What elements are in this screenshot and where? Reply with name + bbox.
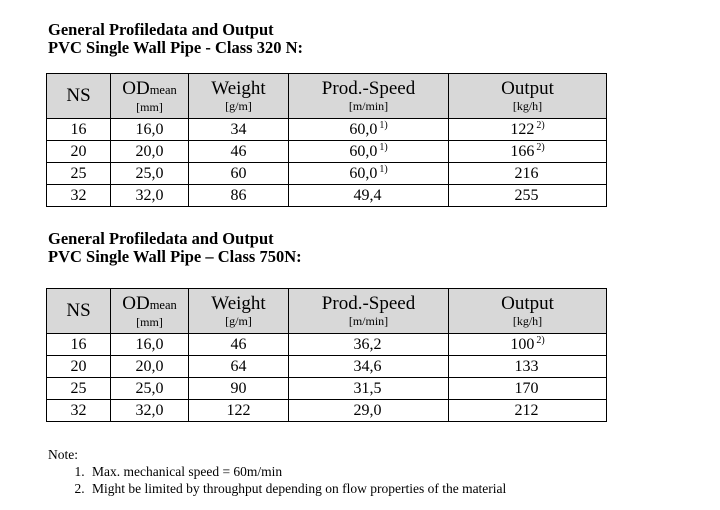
cell-od: 20,0 xyxy=(111,141,189,163)
cell-output xyxy=(449,141,607,163)
cell-od: 16,0 xyxy=(111,119,189,141)
od-label: OD xyxy=(122,292,150,314)
cell-od: 20,0 xyxy=(111,356,189,378)
od-unit: [mm] xyxy=(136,99,163,114)
footnote-ref: 2) xyxy=(536,120,545,131)
cell-speed xyxy=(289,400,449,422)
table-row xyxy=(47,356,607,378)
cell-ns: 25 xyxy=(47,163,111,185)
col-header-speed xyxy=(289,289,449,334)
col-header-output xyxy=(449,74,607,119)
note-list xyxy=(48,463,506,497)
output-label: Output xyxy=(501,293,554,314)
cell-speed xyxy=(289,119,449,141)
cell-weight: 64 xyxy=(189,356,289,378)
weight-label: Weight xyxy=(211,293,266,314)
cell-weight: 46 xyxy=(189,334,289,356)
cell-od: 25,0 xyxy=(111,378,189,400)
cell-output xyxy=(449,378,607,400)
cell-ns: 32 xyxy=(47,400,111,422)
output-value: 216 xyxy=(514,165,539,182)
cell-od: 16,0 xyxy=(111,334,189,356)
speed-value: 36,2 xyxy=(353,336,382,353)
weight-label: Weight xyxy=(211,78,266,99)
table-row xyxy=(47,185,607,207)
cell-ns: 32 xyxy=(47,185,111,207)
weight-unit: [g/m] xyxy=(225,314,252,328)
output-value: 122 xyxy=(510,121,535,138)
table1-heading xyxy=(48,21,303,57)
col-header-output xyxy=(449,289,607,334)
speed-value: 60,0 xyxy=(349,165,378,182)
note-item: 2. Might be limited by throughput depending on flow properties of the material xyxy=(88,480,506,497)
table1-title: General Profiledata and Output xyxy=(48,20,274,39)
cell-output xyxy=(449,119,607,141)
cell-ns: 20 xyxy=(47,141,111,163)
col-header-speed xyxy=(289,74,449,119)
cell-weight: 122 xyxy=(189,400,289,422)
output-value: 166 xyxy=(510,143,535,160)
col-header-ns: NS xyxy=(47,289,111,334)
table-row xyxy=(47,334,607,356)
cell-output xyxy=(449,356,607,378)
cell-speed xyxy=(289,163,449,185)
cell-speed xyxy=(289,141,449,163)
cell-output xyxy=(449,400,607,422)
col-header-od xyxy=(111,289,189,334)
col-header-weight xyxy=(189,74,289,119)
speed-value: 29,0 xyxy=(353,402,382,419)
cell-output xyxy=(449,334,607,356)
col-header-weight xyxy=(189,289,289,334)
footnote-ref: 2) xyxy=(536,335,545,346)
table1 xyxy=(46,73,607,207)
speed-value: 34,6 xyxy=(353,358,382,375)
table2-subtitle: PVC Single Wall Pipe – Class 750N: xyxy=(48,247,302,266)
od-sub-label: mean xyxy=(149,82,177,97)
cell-output xyxy=(449,163,607,185)
table-row xyxy=(47,400,607,422)
table2-title: General Profiledata and Output xyxy=(48,229,274,248)
cell-ns: 16 xyxy=(47,119,111,141)
cell-speed xyxy=(289,356,449,378)
speed-unit: [m/min] xyxy=(348,314,389,328)
cell-speed xyxy=(289,334,449,356)
table1-header-row xyxy=(47,74,607,119)
table2-heading xyxy=(48,230,302,266)
cell-speed xyxy=(289,378,449,400)
cell-weight: 90 xyxy=(189,378,289,400)
cell-weight: 60 xyxy=(189,163,289,185)
notes-section xyxy=(48,446,506,497)
od-label: OD xyxy=(122,77,150,99)
speed-value: 60,0 xyxy=(349,121,378,138)
cell-weight: 86 xyxy=(189,185,289,207)
cell-weight: 46 xyxy=(189,141,289,163)
col-header-od xyxy=(111,74,189,119)
cell-weight: 34 xyxy=(189,119,289,141)
footnote-ref: 1) xyxy=(379,142,388,153)
footnote-ref: 1) xyxy=(379,120,388,131)
output-unit: [kg/h] xyxy=(512,99,543,113)
output-value: 170 xyxy=(514,380,539,397)
od-sub-label: mean xyxy=(149,297,177,312)
od-unit: [mm] xyxy=(136,314,163,329)
speed-value: 49,4 xyxy=(353,187,382,204)
speed-label: Prod.-Speed xyxy=(321,78,416,99)
table-row xyxy=(47,119,607,141)
table2-header-row xyxy=(47,289,607,334)
cell-ns: 20 xyxy=(47,356,111,378)
output-label: Output xyxy=(501,78,554,99)
output-value: 212 xyxy=(514,402,539,419)
table-row xyxy=(47,141,607,163)
weight-unit: [g/m] xyxy=(225,99,252,113)
output-value: 100 xyxy=(510,336,535,353)
cell-od: 32,0 xyxy=(111,400,189,422)
note-label: Note: xyxy=(48,447,78,462)
table2 xyxy=(46,288,607,422)
col-header-ns: NS xyxy=(47,74,111,119)
speed-unit: [m/min] xyxy=(348,99,389,113)
speed-value: 60,0 xyxy=(349,143,378,160)
output-value: 255 xyxy=(514,187,539,204)
cell-output xyxy=(449,185,607,207)
output-unit: [kg/h] xyxy=(512,314,543,328)
table-row xyxy=(47,378,607,400)
footnote-ref: 1) xyxy=(379,164,388,175)
table-row xyxy=(47,163,607,185)
speed-value: 31,5 xyxy=(353,380,382,397)
speed-label: Prod.-Speed xyxy=(321,293,416,314)
cell-speed xyxy=(289,185,449,207)
cell-ns: 25 xyxy=(47,378,111,400)
footnote-ref: 2) xyxy=(536,142,545,153)
output-value: 133 xyxy=(514,358,539,375)
cell-od: 32,0 xyxy=(111,185,189,207)
note-item: 1. Max. mechanical speed = 60m/min xyxy=(88,463,506,480)
table1-subtitle: PVC Single Wall Pipe - Class 320 N: xyxy=(48,38,304,57)
cell-ns: 16 xyxy=(47,334,111,356)
cell-od: 25,0 xyxy=(111,163,189,185)
